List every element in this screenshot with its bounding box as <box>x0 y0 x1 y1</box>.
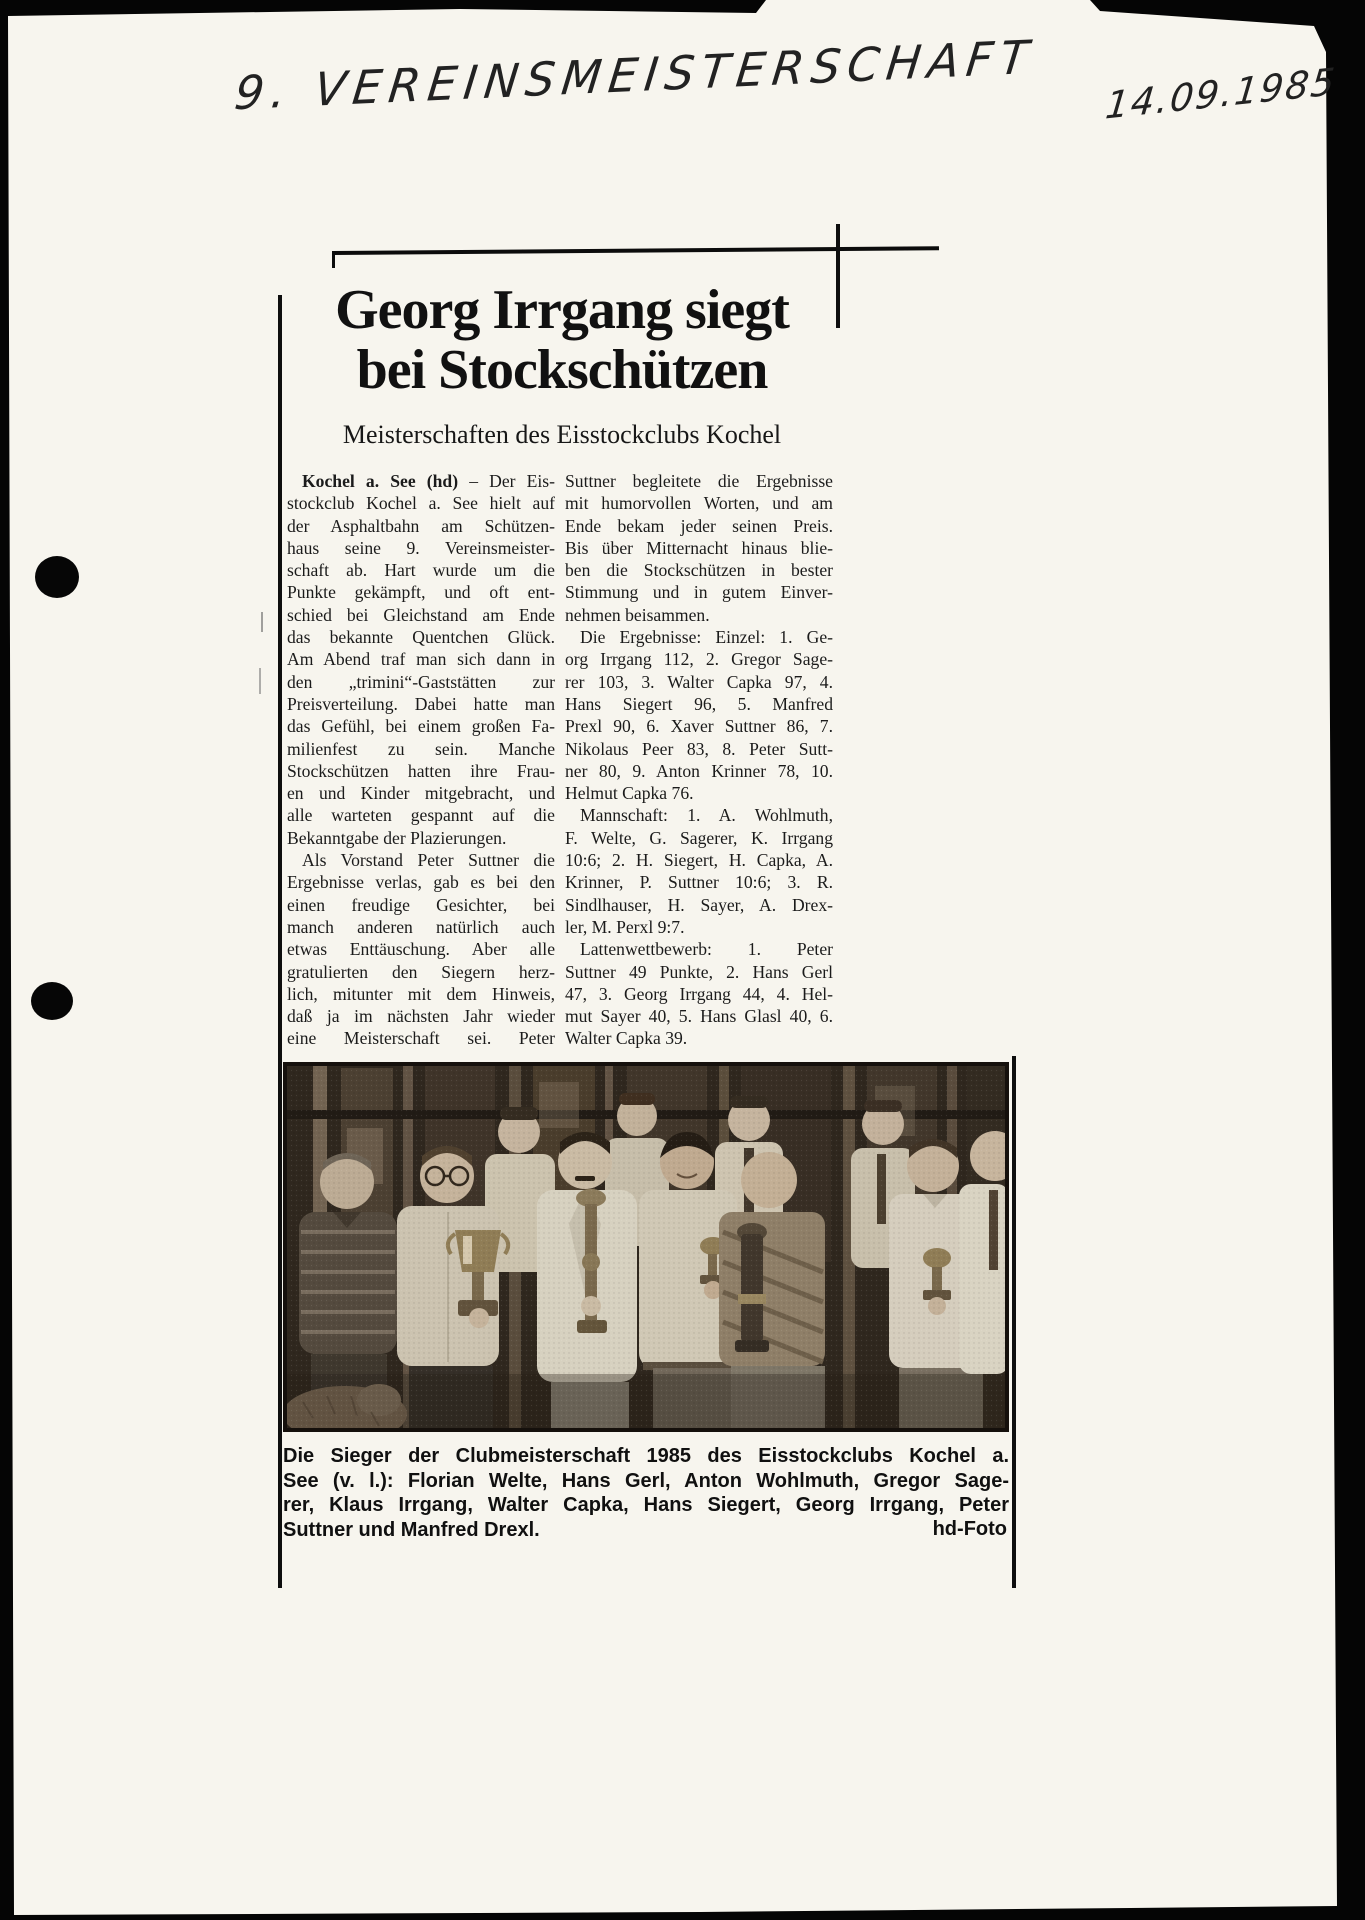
body-line: Prexl 90, 6. Xaver Suttner 86, 7. <box>565 716 833 737</box>
clipping-left-rule <box>278 295 282 1588</box>
body-line: Nikolaus Peer 83, 8. Peter Sutt- <box>565 738 833 759</box>
body-line: der Asphaltbahn am Schützen- <box>287 515 555 536</box>
body-line: Sindlhauser, H. Sayer, A. Drex- <box>565 894 833 915</box>
body-line: rer 103, 3. Walter Capka 97, 4. <box>565 671 833 692</box>
caption-line: See (v. l.): Florian Welte, Hans Gerl, Anton Wohlmuth, Gregor Sage- <box>283 1469 1009 1492</box>
body-line: milienfest zu sein. Manche <box>287 738 555 759</box>
body-line: Stockschützen hatten ihre Frau- <box>287 760 555 781</box>
body-line: den „trimini“-Gaststätten zur <box>287 671 555 692</box>
body-line: Suttner begleitete die Ergebnisse <box>565 471 833 491</box>
body-line: 10:6; 2. H. Siegert, H. Capka, A. <box>565 850 833 871</box>
caption-line: Suttner und Manfred Drexl. <box>283 1518 540 1541</box>
caption-lines <box>283 1444 1009 1542</box>
body-line: das bekannte Quentchen Glück. <box>287 627 555 648</box>
body-line: mit humorvollen Worten, und am <box>565 493 833 514</box>
clipping-top-rule-tick <box>332 251 335 268</box>
body-line: Als Vorstand Peter Suttner die <box>302 850 555 871</box>
pen-mark <box>259 668 261 694</box>
body-line: Bis über Mitternacht hinaus blie- <box>565 537 833 558</box>
body-line: Stimmung und in gutem Einver- <box>565 582 833 603</box>
body-line: Ende bekam jeder seinen Preis. <box>565 515 833 536</box>
article-body <box>287 470 833 1050</box>
group-photo-illustration <box>283 1062 1009 1432</box>
article-subheadline: Meisterschaften des Eisstockclubs Kochel <box>342 420 782 449</box>
article-column-right <box>565 470 833 1050</box>
body-line: haus seine 9. Vereinsmeister- <box>287 537 555 558</box>
body-line: ben die Stockschützen in bester <box>565 560 833 581</box>
body-line: Krinner, P. Suttner 10:6; 3. R. <box>565 872 833 893</box>
article-headline <box>298 280 826 400</box>
clipping-right-rule-photo <box>1012 1056 1016 1588</box>
body-line: nehmen beisammen. <box>565 604 710 625</box>
body-line: mut Sayer 40, 5. Hans Glasl 40, 6. <box>565 1006 833 1027</box>
body-line: daß ja im nächsten Jahr wieder <box>287 1006 555 1027</box>
body-line: en und Kinder mitgebracht, und <box>287 783 555 804</box>
body-line: Die Ergebnisse: Einzel: 1. Ge- <box>580 627 833 648</box>
body-line: das Gefühl, bei einem großen Fa- <box>287 716 555 737</box>
body-line: stockclub Kochel a. See hielt auf <box>287 493 555 514</box>
body-line: etwas Enttäuschung. Aber alle <box>287 939 555 960</box>
article-photo <box>283 1062 1009 1432</box>
lead-rest: – Der Eis- <box>458 471 555 491</box>
body-line: manch anderen natürlich auch <box>287 916 555 937</box>
pen-mark <box>261 612 263 632</box>
body-line: eine Meisterschaft sei. Peter <box>287 1028 555 1049</box>
punch-hole-bottom <box>31 982 73 1020</box>
body-line: Punkte gekämpft, und oft ent- <box>287 582 555 603</box>
body-line: org Irrgang 112, 2. Gregor Sage- <box>565 649 833 670</box>
body-lead-line <box>287 470 555 492</box>
headline-line-1: Georg Irrgang siegt <box>335 279 789 341</box>
body-line: Helmut Capka 76. <box>565 783 694 804</box>
body-line: Mannschaft: 1. A. Wohlmuth, <box>580 805 833 826</box>
body-line: Ergebnisse verlas, gab es bei den <box>287 872 555 893</box>
body-line: lich, mitunter mit dem Hinweis, <box>287 983 555 1004</box>
body-line: 47, 3. Georg Irrgang 44, 4. Hel- <box>565 983 833 1004</box>
handwritten-date: 14.09.1985 <box>1103 59 1339 128</box>
body-line: schied bei Gleichstand am Ende <box>287 604 555 625</box>
body-line: schaft ab. Hart wurde um die <box>287 560 555 581</box>
clipping-right-rule-headline <box>836 224 840 328</box>
body-line: ler, M. Perxl 9:7. <box>565 916 685 937</box>
article-column-left <box>287 470 555 1050</box>
caption-line: rer, Klaus Irrgang, Walter Capka, Hans Siegert, Georg Irrgang, Peter <box>283 1494 1009 1517</box>
handwritten-title: 9. VEREINSMEISTERSCHAFT <box>231 29 1039 121</box>
body-lines-right <box>565 470 833 1050</box>
body-line: gratulierten den Siegern herz- <box>287 961 555 982</box>
caption-line: Die Sieger der Clubmeisterschaft 1985 des Eisstockclubs Kochel a. <box>283 1445 1009 1467</box>
photo-caption <box>283 1444 1009 1542</box>
body-line: alle warteten gespannt auf die <box>287 805 555 826</box>
body-line: Suttner 49 Punkte, 2. Hans Gerl <box>565 961 833 982</box>
body-line: Bekanntgabe der Plazierungen. <box>287 827 507 848</box>
body-line: Hans Siegert 96, 5. Manfred <box>565 693 833 714</box>
body-line: ner 80, 9. Anton Krinner 78, 10. <box>565 760 833 781</box>
body-line: F. Welte, G. Sagerer, K. Irrgang <box>565 827 833 848</box>
photo-credit: hd-Foto <box>932 1518 1007 1541</box>
punch-hole-top <box>35 556 79 598</box>
headline-line-2: bei Stockschützen <box>356 339 768 401</box>
body-line: Lattenwettbewerb: 1. Peter <box>580 939 833 960</box>
body-line: Walter Capka 39. <box>565 1028 688 1049</box>
dateline: Kochel a. See (hd) <box>302 471 459 491</box>
body-lines-left <box>287 492 555 1049</box>
body-line: einen freudige Gesichter, bei <box>287 894 555 915</box>
body-line: Am Abend traf man sich dann in <box>287 649 555 670</box>
body-line: Preisverteilung. Dabei hatte man <box>287 693 555 714</box>
